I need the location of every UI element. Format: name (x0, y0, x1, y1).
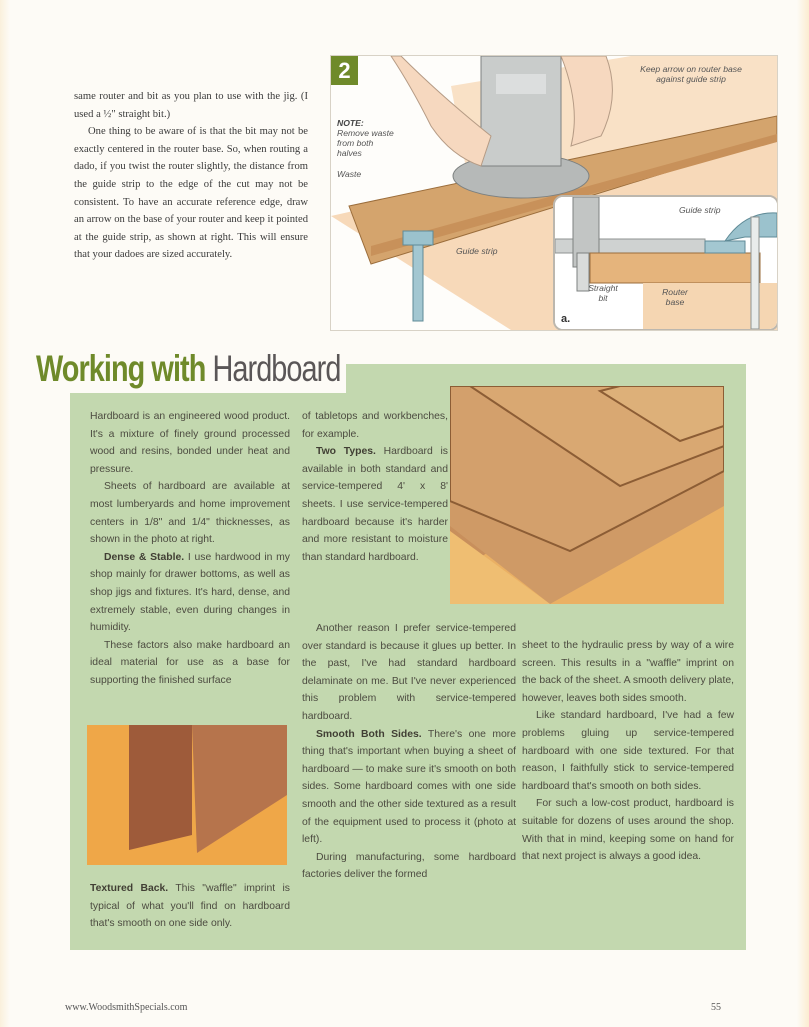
caption-body: This "waffle" imprint is typical of what you'll find on hardboard that's smooth on one side only. (90, 883, 290, 930)
paragraph-text: Sheets of hardboard are available at most lumberyards and home improvement centers in 1/8" and 1/4" thicknesses, as shown in the photo at right. (90, 481, 290, 546)
paragraph-text: Hardboard is an engineered wood product. It's a mixture of finely ground processed wood and resins, bonded under heat and pressure. (90, 411, 290, 475)
inset-drawing (555, 197, 777, 329)
note-title: NOTE: (337, 118, 364, 128)
section-title (36, 348, 340, 390)
clamp-jaw (403, 231, 433, 245)
article-column-3 (522, 637, 734, 866)
paragraph (302, 726, 516, 849)
callout-router-base: Router base (662, 287, 688, 307)
article-column-2 (302, 408, 448, 566)
router-body (481, 56, 561, 166)
waffle-drawing (87, 725, 287, 865)
paragraph (302, 443, 448, 566)
inset-guide-strip (705, 241, 745, 253)
textured-back-photo (87, 725, 287, 865)
hardboard-sheets-photo (450, 386, 724, 604)
paragraph (90, 549, 290, 637)
paragraph (90, 637, 290, 690)
photo-caption (90, 880, 290, 933)
router-illustration (330, 55, 778, 331)
paragraph-text: Another reason I prefer service-tempered over standard is because it glues up better. In the past, I've had standard hardboard delaminate on me. But I've never experienced this problem with service-tempered hardboard. (302, 623, 516, 722)
paragraph (302, 620, 516, 726)
paragraph-text: These factors also make hardboard an ideal material for use as a base for supporting the finished surface (90, 639, 290, 686)
intro-text (74, 88, 308, 264)
router-collar (496, 74, 546, 94)
note-body: Remove waste from both halves (337, 128, 394, 158)
paragraph (522, 795, 734, 865)
article-column-1 (90, 408, 290, 690)
caption-lead: Textured Back. (90, 883, 169, 894)
inset-clamp-bar (751, 217, 759, 329)
paragraph-lead: Dense & Stable. (104, 551, 185, 563)
article-column-2-continued (302, 620, 516, 884)
section-title-light: Hardboard (212, 348, 341, 389)
callout-note (337, 118, 397, 158)
inset-label: a. (561, 313, 571, 325)
sheets-drawing (450, 386, 724, 604)
paragraph-lead: Smooth Both Sides. (316, 728, 422, 740)
paragraph-text: I use hardwood in my shop mainly for drawer bottoms, as well as shop jigs and fixtures. It's hard, dense, and extremely stable, even during changes in humidity. (90, 551, 290, 634)
callout-keep-arrow: Keep arrow on router base against guide strip (640, 64, 742, 84)
callout-straight-bit: Straight bit (588, 283, 618, 303)
page-number: 55 (711, 1002, 721, 1013)
paragraph (302, 408, 448, 443)
paragraph-text: There's one more thing that's important when buying a sheet of hardboard — to make sure it's smooth on both sides. Some hardboard comes with one side smooth and the other side textured as a result of the equipment used to process it (photo at left). (302, 728, 516, 846)
paragraph (522, 707, 734, 795)
paragraph-text: Like standard hardboard, I've had a few problems gluing up service-tempered hardboard with one side textured. For that reason, I faithfully stick to service-tempered hardboard that's smooth on both sides. (522, 710, 734, 792)
page-edge-right (797, 0, 809, 1027)
caption-text (90, 880, 290, 933)
paragraph (522, 637, 734, 707)
paragraph-text: Hardboard is available in both standard and service-tempered 4' x 8' sheets. I use service-tempered hardboard because it's harder and more resistant to moisture than standard hardboard. (302, 446, 448, 563)
footer-website-link[interactable]: www.WoodsmithSpecials.com (65, 1002, 188, 1013)
callout-inset-guide-strip: Guide strip (679, 205, 721, 215)
intro-paragraph: One thing to be aware of is that the bit may not be exactly centered in the router base. So, when routing a dado, if you twist the router slightly, the distance from the guide strip to the edge of the cut may not be consistent. To have an accurate reference edge, draw an arrow on the base of your router and keep it pointed at the guide strip, as shown at right. This will ensure that your dadoes are sized accurately. (74, 126, 308, 261)
detail-inset (553, 195, 778, 331)
paragraph-text: sheet to the hydraulic press by way of a wire screen. This results in a "waffle" imprint on the back of the sheet. A smooth delivery plate, however, leaves both sides smooth. (522, 640, 734, 704)
page-edge-left (0, 0, 10, 1027)
section-title-bold: Working with (36, 348, 206, 389)
figure-number: 2 (331, 56, 358, 85)
paragraph-text: of tabletops and workbenches, for example. (302, 411, 448, 440)
paragraph (90, 478, 290, 548)
inset-workpiece (590, 253, 760, 283)
intro-paragraph: same router and bit as you plan to use with the jig. (I used a ½" straight bit.) (74, 91, 308, 120)
paragraph-lead: Two Types. (316, 446, 376, 458)
paragraph-text: During manufacturing, some hardboard factories deliver the formed (302, 851, 516, 881)
callout-guide-strip: Guide strip (456, 246, 498, 256)
paragraph (90, 408, 290, 478)
paragraph (302, 849, 516, 884)
callout-waste: Waste (337, 169, 362, 179)
paragraph-text: For such a low-cost product, hardboard is suitable for dozens of uses around the shop. With that in mind, keeping some on hand for that next project is always a good idea. (522, 798, 734, 863)
smooth-panel (129, 725, 192, 850)
